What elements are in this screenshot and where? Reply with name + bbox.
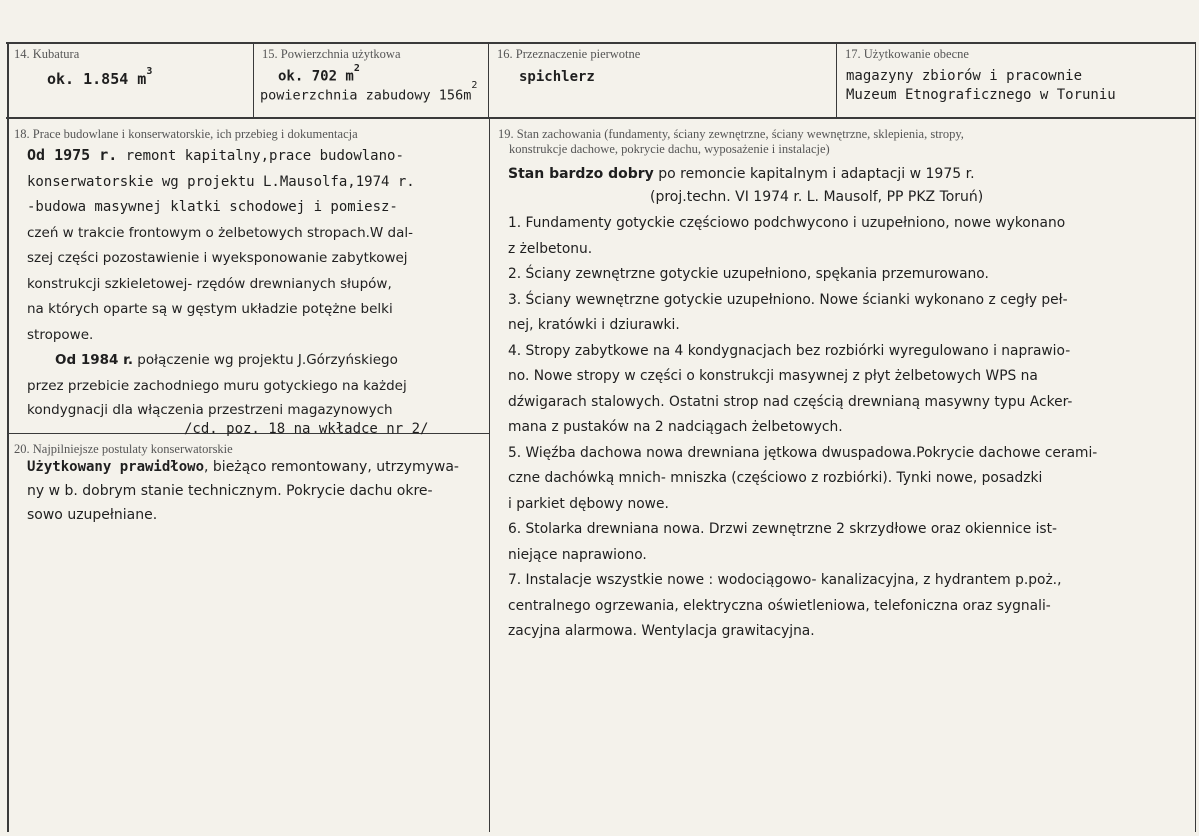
field20-text: [27, 455, 459, 527]
field18-line0-rest: remont kapitalny,prace budowlano-: [117, 148, 404, 164]
field19-list: [508, 211, 1097, 645]
field19-label-line2: konstrukcje dachowe, pokrycie dachu, wyposażenie i instalacje): [509, 142, 830, 156]
field16-label: 16. Przeznaczenie pierwotne: [497, 47, 641, 61]
field14-label: 14. Kubatura: [14, 47, 80, 61]
field17-line-1: Muzeum Etnograficznego w Toruniu: [846, 87, 1116, 103]
field19-line-0: 1. Fundamenty gotyckie częściowo podchwycono i uzupełniono, nowe wykonano: [508, 215, 1066, 231]
field18-line-7: stropowe.: [27, 326, 94, 343]
field14-value: [47, 66, 153, 88]
field18-line-2: -budowa masywnej klatki schodowej i pomiesz-: [27, 199, 398, 215]
field19-line-16: zacyjna alarmowa. Wentylacja grawitacyjna.: [508, 623, 815, 639]
field20-label: 20. Najpilniejsze postulaty konserwatorskie: [14, 442, 233, 456]
center-divider-line: [489, 118, 490, 832]
field19-line-3: 3. Ściany wewnętrzne gotyckie uzupełniono. Nowe ścianki wykonano z cegły peł-: [508, 291, 1068, 308]
field18-line-0: [27, 143, 415, 170]
field19-line-12: 6. Stolarka drewniana nowa. Drzwi zewnętrzne 2 skrzydłowe oraz okiennice ist-: [508, 521, 1057, 537]
field15-line2: [260, 80, 478, 104]
field19-line-5: 4. Stropy zabytkowe na 4 kondygnacjach bez rozbiórki wyregulowano i naprawio-: [508, 342, 1071, 359]
field18-line-8: [27, 348, 415, 374]
divider-14-15: [253, 42, 254, 118]
field14-value-text: ok. 1.854 m: [47, 70, 147, 88]
field19-line-1: z żelbetonu.: [508, 240, 593, 257]
row1-bottom-line: [6, 117, 1196, 119]
field18-label: 18. Prace budowlane i konserwatorskie, ich przebieg i dokumentacja: [14, 127, 358, 141]
field19-intro-bold: Stan bardzo dobry: [508, 166, 654, 182]
field19-line-15: centralnego ogrzewania, elektryczna oświetleniowa, telefoniczna oraz sygnali-: [508, 597, 1051, 614]
field18-line-6: na których oparte są w gęstym układzie potężne belki: [27, 301, 393, 317]
field15-line2-text: powierzchnia zabudowy 156m: [260, 87, 472, 104]
field19-line-6: no. Nowe stropy w części o konstrukcji masywnej z płyt żelbetowych WPS na: [508, 368, 1038, 384]
field20-line-1: ny w b. dobrym stanie technicznym. Pokrycie dachu okre-: [27, 483, 433, 499]
field18-line-9: przez przebicie zachodniego muru gotyckiego na każdej: [27, 377, 407, 394]
field15-value-sup: 2: [353, 63, 360, 74]
field18-line-1: konserwatorskie wg projektu L.Mausolfa,1974 r.: [27, 173, 415, 190]
field19-line-13: niejące naprawiono.: [508, 546, 647, 563]
field18-text: [27, 143, 415, 421]
field19-label-line1: 19. Stan zachowania (fundamenty, ściany zewnętrzne, ściany wewnętrzne, sklepienia, stropy,: [498, 127, 964, 141]
field17-line-0: magazyny zbiorów i pracownie: [846, 68, 1083, 84]
field18-line0-bold: Od 1975 r.: [27, 146, 118, 164]
field18-p2-rest: połączenie wg projektu J.Górzyńskiego: [132, 352, 398, 368]
field17-label: 17. Użytkowanie obecne: [845, 47, 969, 61]
field19-line-11: i parkiet dębowy nowe.: [508, 495, 669, 512]
field20-line-2: sowo uzupełniane.: [27, 507, 158, 523]
field20-line0-bold: Użytkowany prawidłowo: [27, 459, 205, 475]
field20-line0-rest: , bieżąco remontowany, utrzymywa-: [204, 459, 459, 475]
field18-p2-bold: Od 1984 r.: [55, 352, 133, 368]
field18-line-10: kondygnacji dla włączenia przestrzeni magazynowych: [27, 402, 393, 418]
field19-intro: [508, 166, 975, 182]
field18-line-3: czeń w trakcie frontowym o żelbetowych stropach.W dal-: [27, 224, 414, 241]
field19-line-7: dźwigarach stalowych. Ostatni strop nad częścią drewnianą masywny typu Acker-: [508, 393, 1073, 410]
field15-line2-sup: 2: [471, 80, 478, 91]
field19-intro-rest: po remoncie kapitalnym i adaptacji w 1975 r.: [653, 166, 975, 182]
field18-line-5: konstrukcji szkieletowej- rzędów drewnianych słupów,: [27, 275, 392, 292]
field19-line-14: 7. Instalacje wszystkie nowe : wodociągowo- kanalizacyjna, z hydrantem p.poż.,: [508, 572, 1062, 588]
field20-line-0: [27, 455, 459, 479]
divider-15-16: [488, 42, 489, 118]
right-border-line: [1195, 42, 1196, 832]
field15-value: [278, 63, 360, 85]
field19-line-10: czne dachówką mnich- mniszka (częściowo z rozbiórki). Tynki nowe, posadzki: [508, 470, 1043, 486]
field19-intro-line2: (proj.techn. VI 1974 r. L. Mausolf, PP PKZ Toruń): [650, 189, 984, 205]
field14-unit-sup: 3: [146, 66, 153, 77]
field18-line-4: szej części pozostawienie i wyeksponowanie zabytkowej: [27, 250, 408, 266]
field19-line-2: 2. Ściany zewnętrzne gotyckie uzupełniono, spękania przemurowano.: [508, 266, 989, 282]
top-border-line: [6, 42, 1196, 44]
field18-continuation: /cd. poz. 18 na wkładce nr 2/: [184, 421, 429, 437]
field15-value-text: ok. 702 m: [278, 68, 354, 85]
field15-label: 15. Powierzchnia użytkowa: [262, 47, 401, 61]
field19-line-9: 5. Więźba dachowa nowa drewniana jętkowa dwuspadowa.Pokrycie dachowe cerami-: [508, 444, 1098, 461]
field19-line-8: mana z pustaków na 2 nadciągach żelbetowych.: [508, 419, 843, 435]
left-border-line: [7, 42, 9, 832]
field16-value: spichlerz: [519, 69, 595, 85]
divider-16-17: [836, 42, 837, 118]
field19-line-4: nej, kratówki i dziurawki.: [508, 317, 680, 333]
